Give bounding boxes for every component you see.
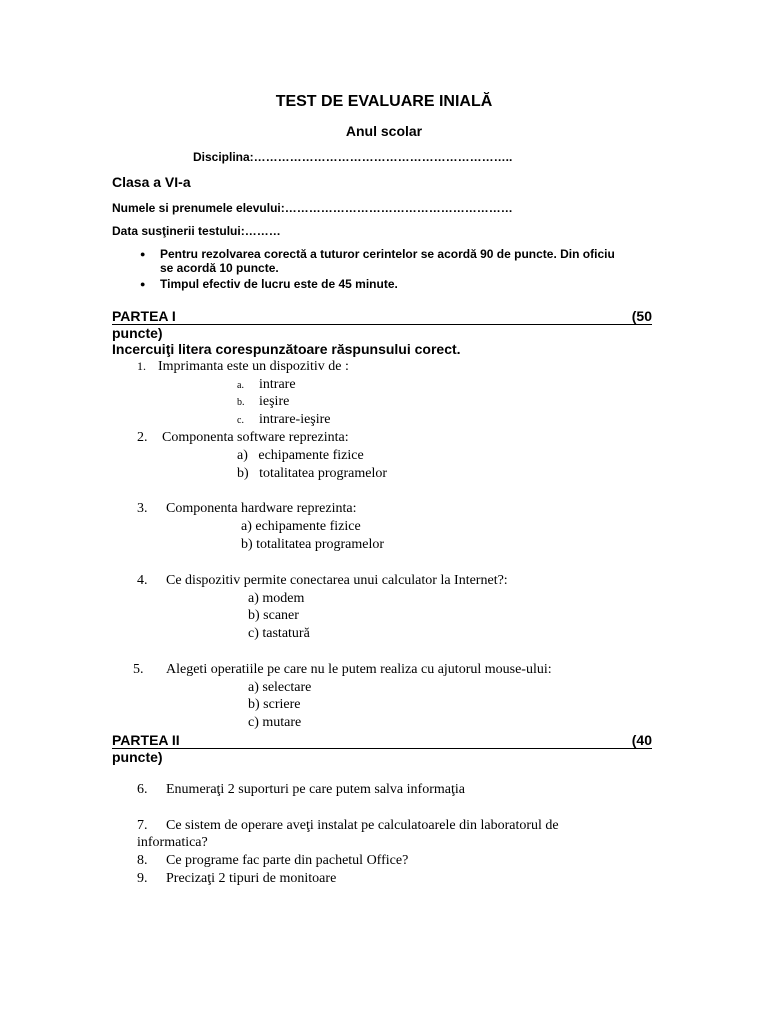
- question-5: 5. Alegeti operatiile pe care nu le putem realiza cu ajutorul mouse-ului:: [133, 662, 552, 677]
- part2-points-unit: puncte): [112, 749, 163, 765]
- school-year: Anul scolar: [345, 123, 423, 139]
- part1-header: [112, 308, 652, 357]
- question-7-continued: informatica?: [137, 835, 208, 850]
- question-9: 9. Precizaţi 2 tipuri de monitoare: [137, 871, 337, 886]
- q1-option-c: c. intrare-ieşire: [237, 412, 331, 427]
- question-8: 8. Ce programe fac parte din pachetul Office?: [137, 853, 409, 868]
- part1-label: PARTEA I: [112, 308, 176, 324]
- q5-option-a: a) selectare: [248, 680, 312, 695]
- part2-label: PARTEA II: [112, 732, 180, 748]
- part1-points-unit: puncte): [112, 325, 163, 341]
- class-label: Clasa a VI-a: [112, 174, 191, 190]
- instructions-list: [140, 247, 615, 293]
- q3-option-b: b) totalitatea programelor: [241, 537, 385, 552]
- instruction-item: ● Pentru rezolvarea corectă a tuturor cerintelor se acordă 90 de puncte. Din oficiu se acordă 10 puncte.: [140, 247, 615, 275]
- page-title: TEST DE EVALUARE INIALĂ: [275, 93, 493, 110]
- part2-header: [112, 732, 652, 765]
- part1-points: (50: [631, 308, 652, 324]
- q5-option-c: c) mutare: [248, 715, 302, 730]
- question-7: 7. Ce sistem de operare aveţi instalat pe calculatoarele din laboratorul de: [137, 818, 559, 833]
- q5-option-b: b) scriere: [248, 697, 301, 712]
- question-3: 3. Componenta hardware reprezinta:: [137, 501, 357, 516]
- question-1: 1. Imprimanta este un dispozitiv de :: [137, 359, 349, 374]
- q2-option-a: a) echipamente fizice: [237, 448, 364, 463]
- question-6: 6. Enumeraţi 2 suporturi pe care putem salva informaţia: [137, 782, 465, 797]
- q4-option-b: b) scaner: [248, 608, 299, 623]
- q4-option-a: a) modem: [248, 591, 305, 606]
- part1-instruction: Incercuiţi litera corespunzătoare răspunsului corect.: [112, 341, 461, 357]
- part2-points: (40: [631, 732, 652, 748]
- q3-option-a: a) echipamente fizice: [241, 519, 361, 534]
- question-2: 2. Componenta software reprezinta:: [137, 430, 349, 445]
- student-name-field: Numele si prenumele elevului:…………………………………………………: [112, 201, 513, 215]
- discipline-field: Disciplina:………………………………………………………..: [193, 150, 513, 164]
- test-date-field: Data susţinerii testului:………: [112, 224, 281, 238]
- question-4: 4. Ce dispozitiv permite conectarea unui calculator la Internet?:: [137, 573, 508, 588]
- q1-option-a: a. intrare: [237, 377, 296, 392]
- instruction-item: ● Timpul efectiv de lucru este de 45 minute.: [140, 277, 615, 291]
- q1-option-b: b. ieşire: [237, 394, 290, 409]
- q2-option-b: b) totalitatea programelor: [237, 466, 388, 481]
- q4-option-c: c) tastatură: [248, 626, 310, 641]
